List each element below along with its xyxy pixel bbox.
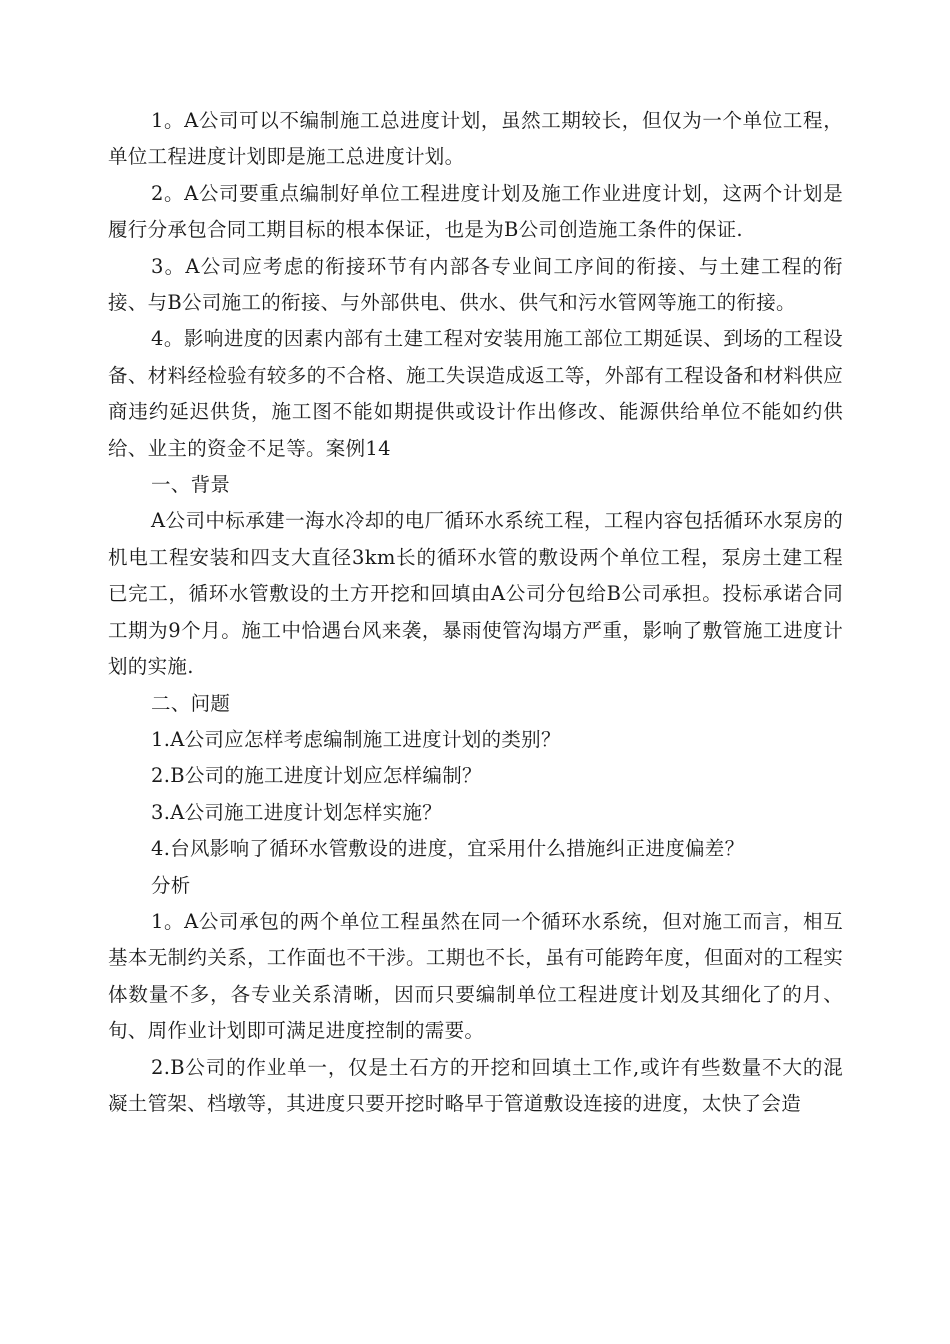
section-heading-background: 一、背景 [151, 473, 231, 497]
question-2: 2.B公司的施工进度计划应怎样编制？ [151, 764, 482, 788]
paragraph-answer-2: 2。A公司要重点编制好单位工程进度计划及施工作业进度计划，这两个计划是履行分承包合同工期目标的根本保证，也是为B公司创造施工条件的保证. [108, 181, 843, 242]
paragraph-background: A公司中标承建一海水冷却的电厂循环水系统工程，工程内容包括循环水泵房的机电工程安装和四支大直径3km长的循环水管的敷设两个单位工程，泵房土建工程已完工，循环水管敷设的土方开挖和回填由A公司分包给B公司承担。投标承诺合同工期为9个月。施工中恰遇台风来袭，暴雨使管沟塌方严重，影响了敷管施工进度计划的实施. [108, 509, 843, 679]
section-heading-questions: 二、问题 [151, 691, 231, 715]
paragraph-answer-4: 4。影响进度的因素内部有土建工程对安装用施工部位工期延误、到场的工程设备、材料经检验有较多的不合格、施工失误造成返工等，外部有工程设备和材料供应商违约延迟供货，施工图不能如期提供或设计作出修改、能源供给单位不能如约供给、业主的资金不足等。案例14 [108, 327, 843, 460]
paragraph-analysis-1: 1。A公司承包的两个单位工程虽然在同一个循环水系统，但对施工而言，相互基本无制约关系，工作面也不干涉。工期也不长，虽有可能跨年度，但面对的工程实体数量不多，各专业关系清晰，因而只要编制单位工程进度计划及其细化了的月、旬、周作业计划即可满足进度控制的需要。 [108, 909, 843, 1043]
paragraph-answer-3: 3。A公司应考虑的衔接环节有内部各专业间工序间的衔接、与土建工程的衔接、与B公司施工的衔接、与外部供电、供水、供气和污水管网等施工的衔接。 [108, 254, 843, 315]
question-3: 3.A公司施工进度计划怎样实施？ [151, 800, 442, 824]
question-4: 4.台风影响了循环水管敷设的进度，宜采用什么措施纠正进度偏差？ [151, 837, 745, 861]
section-heading-analysis: 分析 [151, 873, 191, 897]
paragraph-analysis-2: 2.B公司的作业单一，仅是土石方的开挖和回填土工作,或许有些数量不大的混凝土管架、档墩等，其进度只要开挖时略早于管道敷设连接的进度，太快了会造 [108, 1055, 843, 1115]
paragraph-answer-1: 1。A公司可以不编制施工总进度计划，虽然工期较长，但仅为一个单位工程，单位工程进度计划即是施工总进度计划。 [108, 109, 843, 169]
question-1: 1.A公司应怎样考虑编制施工进度计划的类别？ [151, 727, 561, 751]
document-body [108, 103, 843, 1122]
